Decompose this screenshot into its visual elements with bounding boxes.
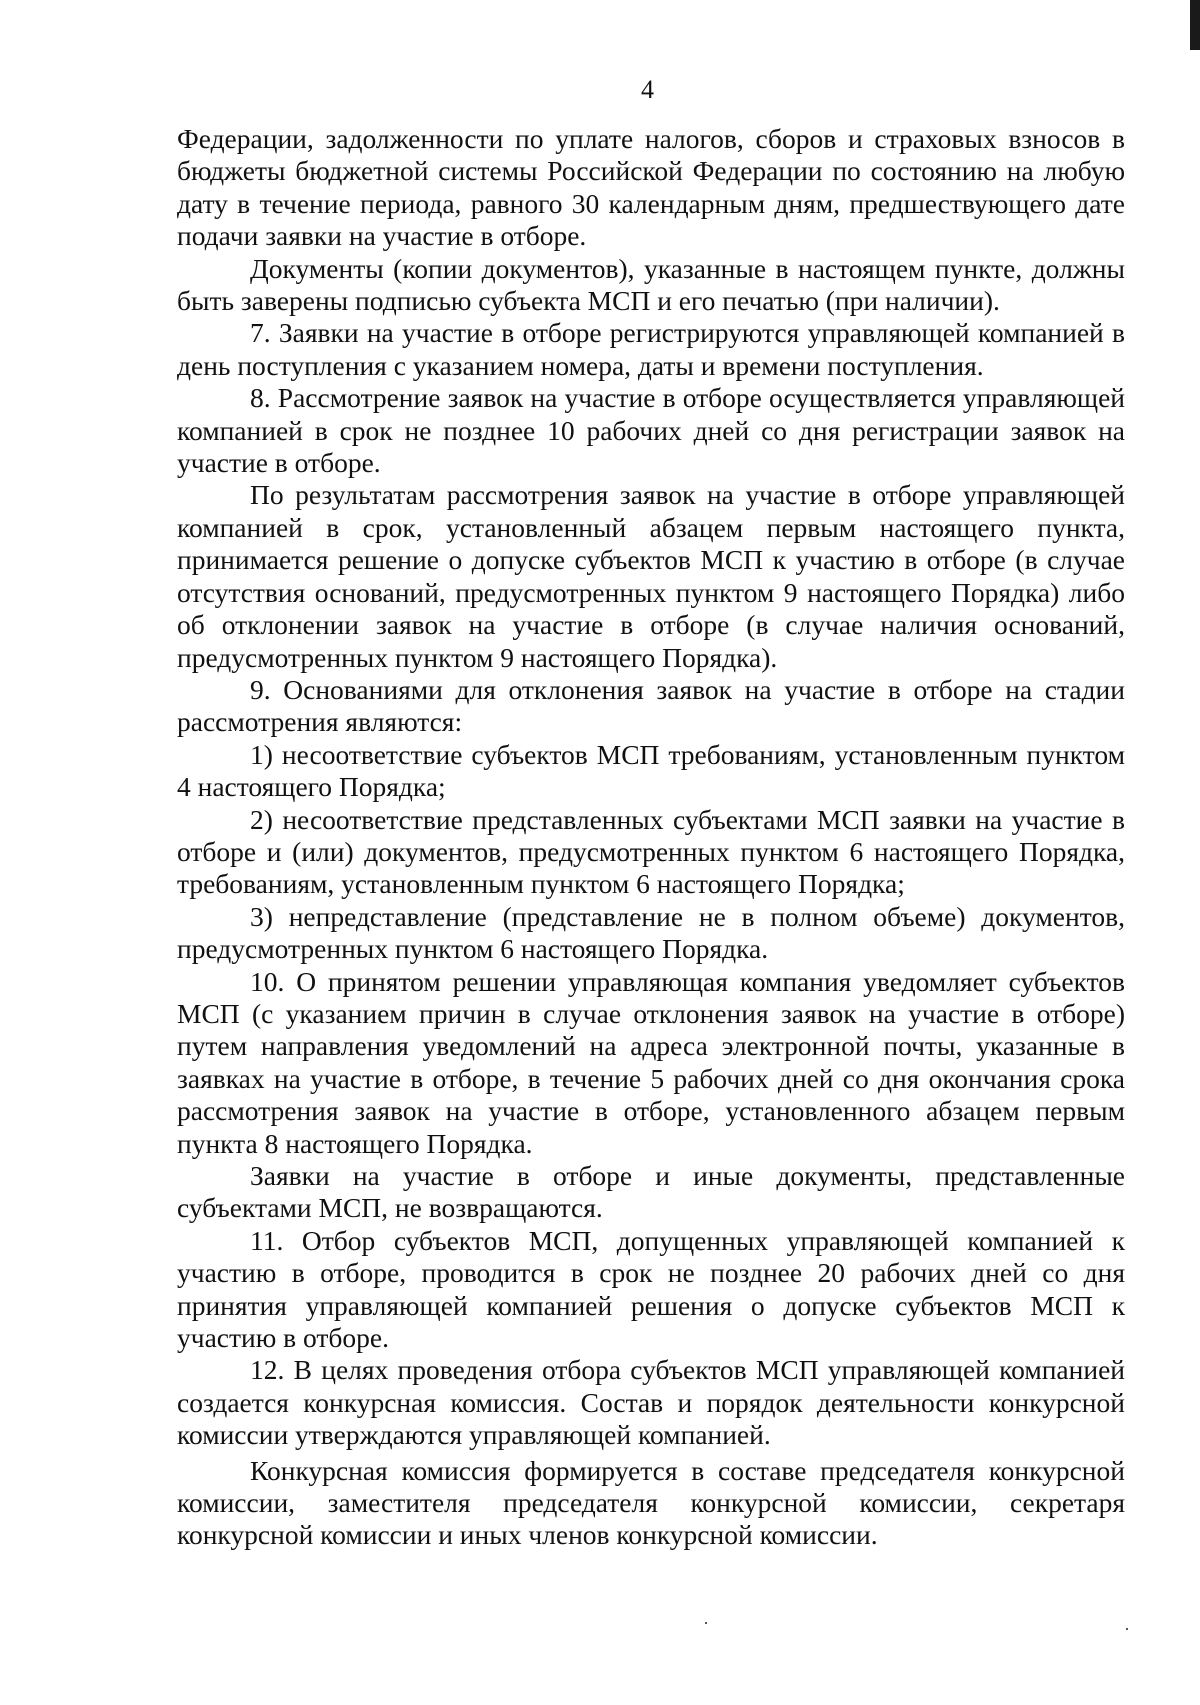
paragraph-item-7: 7. Заявки на участие в отборе регистрируются управляющей компанией в день поступления с указанием номера, даты и времени поступления. bbox=[177, 317, 1125, 381]
paragraph-item-10: 10. О принятом решении управляющая компания уведомляет субъектов МСП (с указанием причин в случае отклонения заявок на участие в отборе) путем направления уведомлений на адреса электронной почты, указанные в заявках на участие в отборе, в течение 5 рабочих дней со дня окончания срока рассмотрения заявок на участие в отборе, установленного абзацем первым пункта 8 настоящего Порядка. bbox=[177, 965, 1125, 1159]
document-body bbox=[177, 123, 1125, 1552]
paragraph-item-12: 12. В целях проведения отбора субъектов МСП управляющей компанией создается конкурсная комиссия. Состав и порядок деятельности конкурсной комиссии утверждаются управляющей компанией. bbox=[177, 1354, 1125, 1451]
paragraph-item-10-no-return: Заявки на участие в отборе и иные документы, представленные субъектами МСП, не возвращаются. bbox=[177, 1160, 1125, 1224]
paragraph-item-9-subitem-2: 2) несоответствие представленных субъектами МСП заявки на участие в отборе и (или) документов, предусмотренных пунктом 6 настоящего Порядка, требованиям, установленным пунктом 6 настоящего Порядка; bbox=[177, 803, 1125, 900]
page-number: 4 bbox=[641, 75, 654, 104]
paragraph-item-9-subitem-3: 3) непредставление (представление не в полном объеме) документов, предусмотренных пунктом 6 настоящего Порядка. bbox=[177, 900, 1125, 965]
paragraph-item-8-results: По результатам рассмотрения заявок на участие в отборе управляющей компанией в срок, установленный абзацем первым настоящего пункта, принимается решение о допуске субъектов МСП к участию в отборе (в случае отсутствия оснований, предусмотренных пунктом 9 настоящего Порядка) либо об отклонении заявок на участие в отборе (в случае наличия оснований, предусмотренных пунктом 9 настоящего Порядка). bbox=[177, 479, 1125, 673]
paragraph-item-8: 8. Рассмотрение заявок на участие в отборе осуществляется управляющей компанией в срок не позднее 10 рабочих дней со дня регистрации заявок на участие в отборе. bbox=[177, 382, 1125, 479]
paragraph-item-9: 9. Основаниями для отклонения заявок на участие в отборе на стадии рассмотрения являются: bbox=[177, 673, 1125, 738]
paragraph-item-11: 11. Отбор субъектов МСП, допущенных управляющей компанией к участию в отборе, проводится в срок не позднее 20 рабочих дней со дня принятия управляющей компанией решения о допуске субъектов МСП к участию в отборе. bbox=[177, 1224, 1125, 1354]
paragraph-item-9-subitem-1: 1) несоответствие субъектов МСП требованиям, установленным пунктом 4 настоящего Порядка; bbox=[177, 738, 1125, 803]
scan-speck bbox=[1126, 1628, 1128, 1630]
scan-edge-mark bbox=[1190, 0, 1200, 50]
paragraph-continuation: Федерации, задолженности по уплате налогов, сборов и страховых взносов в бюджеты бюджетной системы Российской Федерации по состоянию на любую дату в течение периода, равного 30 календарным дням, предшествующего дате подачи заявки на участие в отборе. bbox=[177, 123, 1125, 252]
paragraph-documents-certification: Документы (копии документов), указанные в настоящем пункте, должны быть заверены подписью субъекта МСП и его печатью (при наличии). bbox=[177, 252, 1125, 317]
paragraph-item-12-commission-composition: Конкурсная комиссия формируется в составе председателя конкурсной комиссии, заместителя председателя конкурсной комиссии, секретаря конкурсной комиссии и иных членов конкурсной комиссии. bbox=[177, 1454, 1125, 1551]
scan-speck bbox=[705, 1622, 707, 1624]
